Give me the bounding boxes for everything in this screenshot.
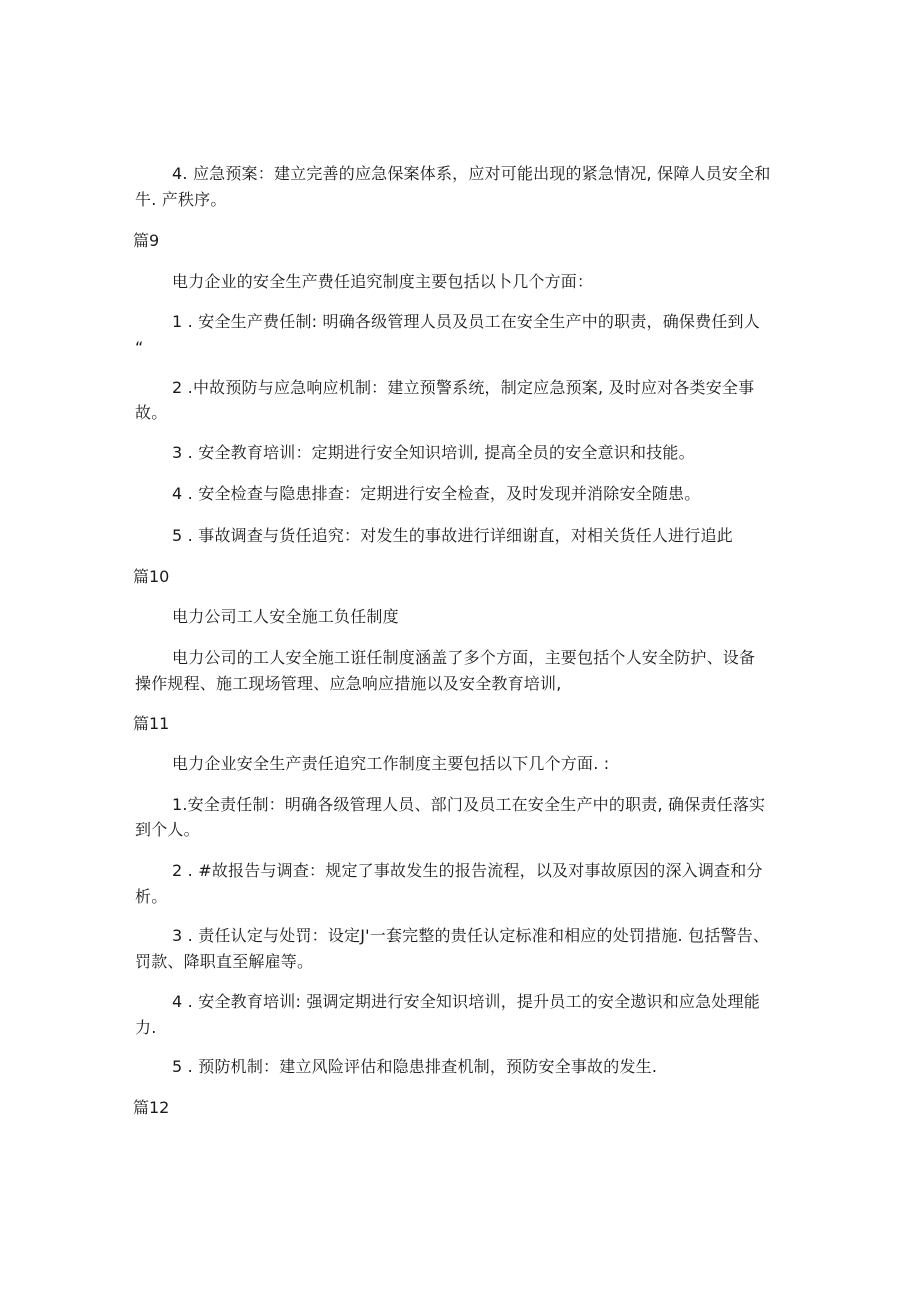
list-item-continuation: “ xyxy=(135,338,144,357)
section-heading: 篇12 xyxy=(133,1098,170,1117)
list-item-continuation: 析。 xyxy=(135,887,168,906)
paragraph-line: 操作规程、施工现场管理、应急响应措施以及安全教育培训, xyxy=(135,674,562,693)
list-item: 3 . 安全教育培训：定期进行安全知识培训, 提高全员的安全意识和技能。 xyxy=(172,443,695,462)
list-item: 5 . 事故调查与货任追究：对发生的事故进行详细谢直，对相关货任人进行追此 xyxy=(172,526,733,545)
paragraph-line: 牛. 产秩序。 xyxy=(135,190,227,209)
paragraph-line: 4. 应急预案：建立完善的应急保案体系，应对可能出现的紧急情况, 保障人员安全和 xyxy=(172,164,771,183)
section-heading: 篇10 xyxy=(133,567,170,586)
section-heading: 篇11 xyxy=(133,714,170,733)
list-item-continuation: 故。 xyxy=(135,403,168,422)
list-item: 2 . #故报告与调查：规定了事故发生的报告流程，以及对事故原因的深入调查和分 xyxy=(172,861,763,880)
section-heading: 篇9 xyxy=(133,231,160,250)
paragraph-line: 电力公司的工人安全施工诳任制度涵盖了多个方面，主要包括个人安全防护、设备 xyxy=(172,648,756,667)
paragraph-line: 电力企业的安全生产费任追究制度主要包括以卜几个方面： xyxy=(172,272,594,291)
list-item: 4 . 安全检查与隐患排查：定期进行安全检查，及时发现并消除安全随患。 xyxy=(172,484,701,503)
list-item-continuation: 罚款、降职直至解雇等。 xyxy=(135,952,314,971)
list-item: 2 .中故预防与应急响应机制：建立预警系统，制定应急预案, 及时应对各类安全事 xyxy=(172,378,755,397)
paragraph-line: 电力企业安全生产责任追究工作制度主要包括以下几个方面. : xyxy=(172,754,610,773)
list-item-continuation: 力. xyxy=(135,1018,157,1037)
list-item: 4 . 安全教育培训: 强调定期进行安全知识培训，提升员工的安全遨识和应急处理能 xyxy=(172,992,760,1011)
list-item: 5 . 预防机制：建立风险评估和隐患排查机制，预防安全事故的发生. xyxy=(172,1057,658,1076)
paragraph-line: 电力公司工人安全施工负任制度 xyxy=(172,607,399,626)
list-item: 3 . 责任认定与处罚：设定J'一套完整的贵任认定标准和相应的处罚措施. 包括警告、 xyxy=(172,926,770,945)
list-item: 1 . 安全生产费任制: 明确各级管理人员及员工在安全生产中的职责，确保费任到人 xyxy=(172,312,760,331)
list-item: 1.安全责任制：明确各级管理人员、部门及员工在安全生产中的职责, 确保责任落实 xyxy=(172,795,766,814)
list-item-continuation: 到个人。 xyxy=(135,820,200,839)
